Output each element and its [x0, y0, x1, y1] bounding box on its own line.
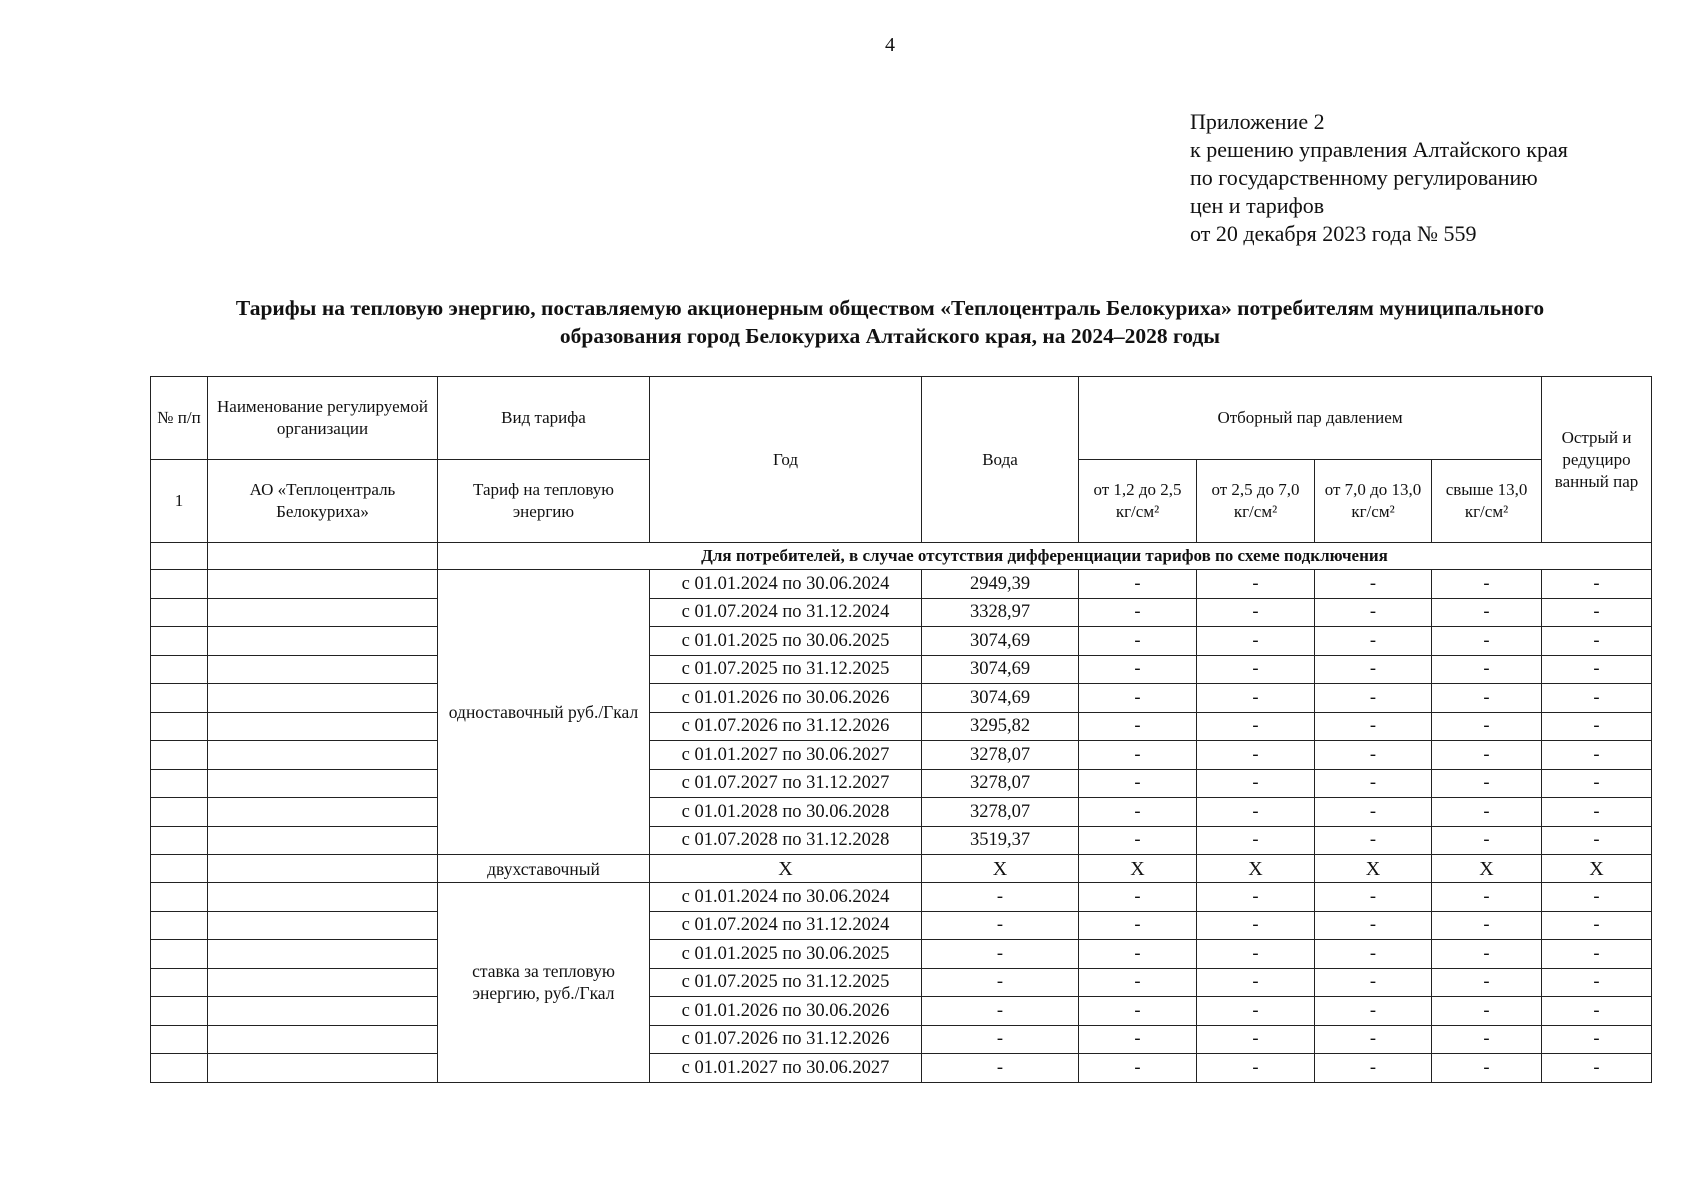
dash-cell: - — [1197, 997, 1315, 1026]
dash-cell: - — [1542, 598, 1652, 627]
empty-cell — [151, 1025, 208, 1054]
table-row — [151, 997, 1652, 1026]
table-row — [151, 627, 1652, 656]
water-value: 3328,97 — [922, 598, 1079, 627]
dash-cell: - — [1315, 598, 1432, 627]
period-cell: с 01.01.2027 по 30.06.2027 — [650, 741, 922, 770]
header-water: Вода — [922, 377, 1079, 543]
empty-cell — [208, 684, 438, 713]
period-cell: с 01.07.2028 по 31.12.2028 — [650, 826, 922, 855]
dash-cell: - — [1197, 627, 1315, 656]
empty-cell — [208, 997, 438, 1026]
dash-cell: - — [1432, 883, 1542, 912]
dash-cell: - — [1079, 798, 1197, 827]
empty-cell — [151, 684, 208, 713]
dash-cell: - — [1315, 968, 1432, 997]
empty-cell — [208, 598, 438, 627]
period-cell: с 01.07.2026 по 31.12.2026 — [650, 1025, 922, 1054]
empty-cell — [208, 883, 438, 912]
dash-cell: - — [1079, 769, 1197, 798]
period-cell: с 01.01.2025 по 30.06.2025 — [650, 627, 922, 656]
dash-cell: - — [1197, 598, 1315, 627]
tariff-table — [150, 376, 1652, 1083]
table-row — [151, 598, 1652, 627]
header-num: № п/п — [151, 377, 208, 460]
water-value: 3074,69 — [922, 684, 1079, 713]
dash-cell: - — [1542, 883, 1652, 912]
dash-cell: - — [1542, 769, 1652, 798]
dash-cell: - — [1197, 798, 1315, 827]
water-value: 2949,39 — [922, 570, 1079, 599]
period-cell: с 01.07.2026 по 31.12.2026 — [650, 712, 922, 741]
appendix-block — [1190, 108, 1650, 248]
water-value: 3519,37 — [922, 826, 1079, 855]
water-value: 3278,07 — [922, 769, 1079, 798]
dash-cell: - — [1315, 883, 1432, 912]
dash-cell: - — [1197, 712, 1315, 741]
dash-cell: - — [1542, 741, 1652, 770]
dash-cell: - — [1197, 940, 1315, 969]
row1-num: 1 — [151, 460, 208, 543]
water-value: 3074,69 — [922, 627, 1079, 656]
dash-cell: - — [1432, 598, 1542, 627]
dash-cell: - — [1315, 798, 1432, 827]
dash-cell: - — [1432, 570, 1542, 599]
empty-cell — [151, 769, 208, 798]
dash-cell: - — [1432, 712, 1542, 741]
period-cell: с 01.07.2027 по 31.12.2027 — [650, 769, 922, 798]
dash-cell: - — [1542, 826, 1652, 855]
header-pressure-4: свыше 13,0 кг/см² — [1432, 460, 1542, 543]
period-cell: с 01.07.2025 по 31.12.2025 — [650, 968, 922, 997]
header-year: Год — [650, 377, 922, 543]
dash-cell: - — [1432, 826, 1542, 855]
section-title: Для потребителей, в случае отсутствия дифференциации тарифов по схеме подключения — [438, 543, 1652, 570]
period-cell: с 01.07.2025 по 31.12.2025 — [650, 655, 922, 684]
dash-cell: - — [1315, 911, 1432, 940]
dash-cell: - — [922, 940, 1079, 969]
row1-tariff: Тариф на тепловую энергию — [438, 460, 650, 543]
empty-cell — [151, 968, 208, 997]
water-value: 3278,07 — [922, 741, 1079, 770]
section-row — [151, 543, 1652, 570]
dash-cell: - — [1432, 684, 1542, 713]
dash-cell: - — [1197, 911, 1315, 940]
tariff-label-one-rate: одноставочный руб./Гкал — [438, 570, 650, 855]
dash-cell: - — [1315, 655, 1432, 684]
dash-cell: - — [1079, 968, 1197, 997]
header-pressure-3: от 7,0 до 13,0 кг/см² — [1315, 460, 1432, 543]
header-org: Наименование регулируемой организации — [208, 377, 438, 460]
empty-cell — [208, 798, 438, 827]
table-row — [151, 655, 1652, 684]
dash-cell: - — [1432, 769, 1542, 798]
dash-cell: - — [1079, 826, 1197, 855]
table-row — [151, 826, 1652, 855]
dash-cell: - — [1315, 826, 1432, 855]
empty-cell — [208, 855, 438, 883]
dash-cell: - — [1432, 655, 1542, 684]
dash-cell: - — [1542, 940, 1652, 969]
dash-cell: - — [1432, 741, 1542, 770]
water-value: 3295,82 — [922, 712, 1079, 741]
tariff-label-heat-rate: ставка за тепловую энергию, руб./Гкал — [438, 883, 650, 1083]
appendix-line: по государственному регулированию — [1190, 165, 1538, 190]
dash-cell: - — [1315, 684, 1432, 713]
empty-cell — [151, 543, 208, 570]
dash-cell: - — [922, 1025, 1079, 1054]
period-cell: с 01.07.2024 по 31.12.2024 — [650, 598, 922, 627]
dash-cell: - — [1542, 655, 1652, 684]
dash-cell: - — [922, 997, 1079, 1026]
dash-cell: - — [1197, 968, 1315, 997]
period-cell: с 01.01.2024 по 30.06.2024 — [650, 570, 922, 599]
dash-cell: - — [1197, 883, 1315, 912]
empty-cell — [151, 598, 208, 627]
table-row — [151, 911, 1652, 940]
period-cell: с 01.01.2026 по 30.06.2026 — [650, 997, 922, 1026]
dash-cell: - — [1315, 940, 1432, 969]
table-row — [151, 798, 1652, 827]
dash-cell: - — [1542, 627, 1652, 656]
dash-cell: - — [1432, 798, 1542, 827]
dash-cell: - — [1079, 712, 1197, 741]
empty-cell — [151, 940, 208, 969]
water-value: 3278,07 — [922, 798, 1079, 827]
empty-cell — [208, 627, 438, 656]
dash-cell: - — [1432, 1054, 1542, 1083]
dash-cell: - — [1542, 1054, 1652, 1083]
period-cell: с 01.07.2024 по 31.12.2024 — [650, 911, 922, 940]
table-row — [151, 1054, 1652, 1083]
table-row — [151, 883, 1652, 912]
table-row — [151, 684, 1652, 713]
header-pressure-2: от 2,5 до 7,0 кг/см² — [1197, 460, 1315, 543]
appendix-line: Приложение 2 — [1190, 109, 1325, 134]
dash-cell: - — [1315, 1025, 1432, 1054]
empty-cell — [208, 968, 438, 997]
title-line: Тарифы на тепловую энергию, поставляемую акционерным обществом «Теплоцентраль Белокуриха» потребителям муниципального — [235, 296, 1545, 320]
dash-cell: - — [1079, 655, 1197, 684]
dash-cell: - — [1197, 684, 1315, 713]
title-line: образования город Белокуриха Алтайского края, на 2024–2028 годы — [559, 324, 1221, 348]
x-mark-cell: X — [1197, 855, 1315, 883]
table-row — [151, 940, 1652, 969]
dash-cell: - — [1079, 684, 1197, 713]
empty-cell — [151, 911, 208, 940]
dash-cell: - — [1079, 627, 1197, 656]
period-cell: с 01.01.2027 по 30.06.2027 — [650, 1054, 922, 1083]
empty-cell — [208, 655, 438, 684]
dash-cell: - — [1542, 570, 1652, 599]
dash-cell: - — [1315, 997, 1432, 1026]
period-cell: с 01.01.2028 по 30.06.2028 — [650, 798, 922, 827]
tariff-label-two-rate: двухставочный — [438, 855, 650, 883]
dash-cell: - — [1079, 598, 1197, 627]
dash-cell: - — [1197, 570, 1315, 599]
dash-cell: - — [1079, 570, 1197, 599]
dash-cell: - — [1542, 684, 1652, 713]
empty-cell — [151, 883, 208, 912]
x-mark-cell: X — [1542, 855, 1652, 883]
dash-cell: - — [1315, 627, 1432, 656]
dash-cell: - — [1432, 627, 1542, 656]
empty-cell — [208, 769, 438, 798]
dash-cell: - — [1079, 1054, 1197, 1083]
dash-cell: - — [1542, 712, 1652, 741]
empty-cell — [151, 826, 208, 855]
x-mark-cell: X — [1079, 855, 1197, 883]
dash-cell: - — [1197, 769, 1315, 798]
dash-cell: - — [1315, 570, 1432, 599]
dash-cell: - — [1079, 940, 1197, 969]
empty-cell — [151, 1054, 208, 1083]
period-cell: с 01.01.2024 по 30.06.2024 — [650, 883, 922, 912]
empty-cell — [208, 570, 438, 599]
dash-cell: - — [1197, 826, 1315, 855]
dash-cell: - — [922, 911, 1079, 940]
document-title — [140, 294, 1640, 350]
period-cell: с 01.01.2026 по 30.06.2026 — [650, 684, 922, 713]
appendix-line: к решению управления Алтайского края — [1190, 137, 1568, 162]
header-steam: Отборный пар давлением — [1079, 377, 1542, 460]
dash-cell: - — [1315, 741, 1432, 770]
dash-cell: - — [1315, 1054, 1432, 1083]
dash-cell: - — [1197, 1054, 1315, 1083]
table-row — [151, 741, 1652, 770]
dash-cell: - — [1542, 997, 1652, 1026]
header-sharp-steam: Острый и редуциро ванный пар — [1542, 377, 1652, 543]
table-row — [151, 712, 1652, 741]
dash-cell: - — [1197, 1025, 1315, 1054]
empty-cell — [208, 940, 438, 969]
dash-cell: - — [1542, 798, 1652, 827]
dash-cell: - — [1079, 1025, 1197, 1054]
row1-org: АО «Теплоцентраль Белокуриха» — [208, 460, 438, 543]
dash-cell: - — [1079, 741, 1197, 770]
appendix-line: цен и тарифов — [1190, 193, 1325, 218]
dash-cell: - — [1542, 968, 1652, 997]
header-tariff-type: Вид тарифа — [438, 377, 650, 460]
empty-cell — [208, 826, 438, 855]
empty-cell — [208, 1054, 438, 1083]
dash-cell: - — [922, 1054, 1079, 1083]
empty-cell — [151, 855, 208, 883]
empty-cell — [208, 543, 438, 570]
period-cell: с 01.01.2025 по 30.06.2025 — [650, 940, 922, 969]
dash-cell: - — [1432, 997, 1542, 1026]
header-pressure-1: от 1,2 до 2,5 кг/см² — [1079, 460, 1197, 543]
table-row-two-rate — [151, 855, 1652, 883]
appendix-line: от 20 декабря 2023 года № 559 — [1190, 221, 1477, 246]
x-mark-cell: X — [922, 855, 1079, 883]
dash-cell: - — [1315, 769, 1432, 798]
dash-cell: - — [1315, 712, 1432, 741]
header-row-1 — [151, 377, 1652, 460]
page-number: 4 — [885, 34, 895, 56]
table-row — [151, 1025, 1652, 1054]
dash-cell: - — [1197, 741, 1315, 770]
x-mark-cell: X — [1432, 855, 1542, 883]
water-value: 3074,69 — [922, 655, 1079, 684]
dash-cell: - — [1542, 911, 1652, 940]
empty-cell — [151, 655, 208, 684]
empty-cell — [151, 741, 208, 770]
empty-cell — [151, 627, 208, 656]
dash-cell: - — [1079, 911, 1197, 940]
empty-cell — [208, 1025, 438, 1054]
empty-cell — [208, 712, 438, 741]
dash-cell: - — [1079, 997, 1197, 1026]
dash-cell: - — [1432, 911, 1542, 940]
empty-cell — [151, 570, 208, 599]
dash-cell: - — [1432, 940, 1542, 969]
x-mark-cell: X — [650, 855, 922, 883]
dash-cell: - — [922, 968, 1079, 997]
empty-cell — [208, 741, 438, 770]
table-row — [151, 968, 1652, 997]
table-row — [151, 769, 1652, 798]
dash-cell: - — [1432, 1025, 1542, 1054]
empty-cell — [208, 911, 438, 940]
table-row — [151, 570, 1652, 599]
empty-cell — [151, 798, 208, 827]
dash-cell: - — [1197, 655, 1315, 684]
dash-cell: - — [1079, 883, 1197, 912]
dash-cell: - — [1542, 1025, 1652, 1054]
dash-cell: - — [922, 883, 1079, 912]
empty-cell — [151, 997, 208, 1026]
dash-cell: - — [1432, 968, 1542, 997]
x-mark-cell: X — [1315, 855, 1432, 883]
empty-cell — [151, 712, 208, 741]
